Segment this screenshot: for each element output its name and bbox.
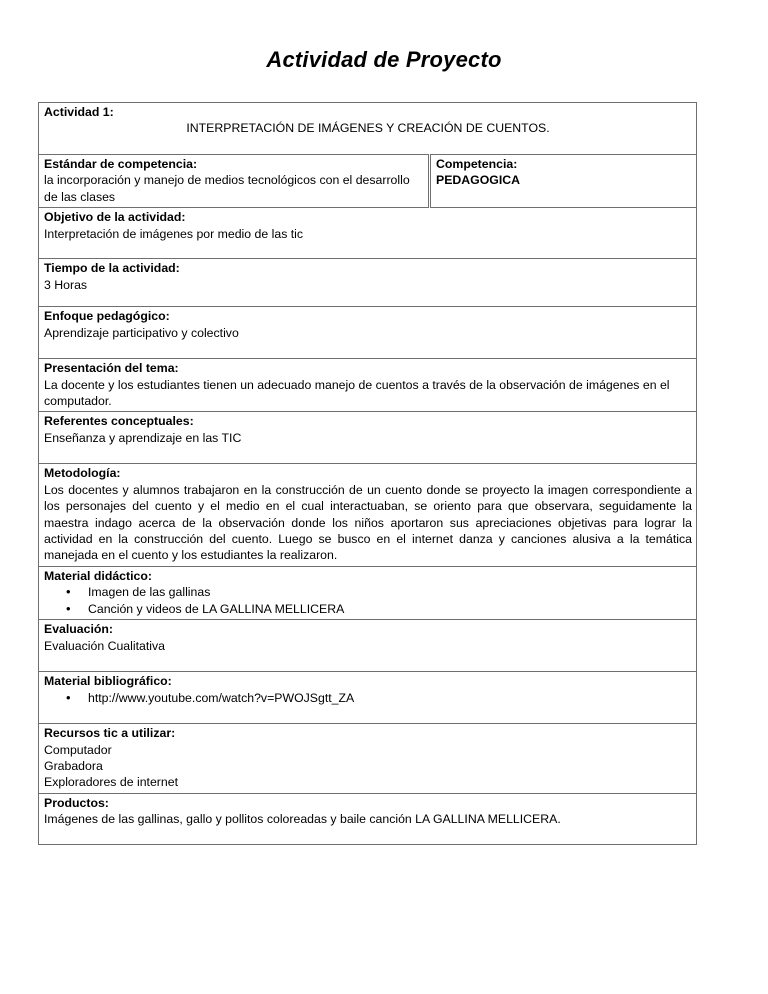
bibliografico-label: Material bibliográfico:	[44, 674, 172, 689]
cell-enfoque	[39, 307, 697, 359]
evaluacion-value: Evaluación Cualitativa	[44, 638, 165, 653]
enfoque-value: Aprendizaje participativo y colectivo	[44, 325, 239, 340]
cell-recursos	[39, 724, 697, 794]
row-recursos	[39, 724, 697, 794]
row-enfoque	[39, 307, 697, 359]
productos-label: Productos:	[44, 795, 109, 810]
referentes-value: Enseñanza y aprendizaje en las TIC	[44, 430, 242, 445]
presentacion-label: Presentación del tema:	[44, 361, 179, 376]
evaluacion-label: Evaluación:	[44, 622, 114, 637]
cell-referentes	[39, 412, 697, 464]
row-objetivo	[39, 208, 697, 259]
cell-competencia	[430, 155, 697, 208]
cell-evaluacion	[39, 620, 697, 672]
row-referentes	[39, 412, 697, 464]
row-evaluacion	[39, 620, 697, 672]
productos-value: Imágenes de las gallinas, gallo y pollitos coloreadas y baile canción LA GALLINA MELLICERA.	[44, 812, 561, 827]
cell-objetivo	[39, 208, 697, 259]
cell-actividad	[39, 103, 697, 155]
row-metodologia	[39, 464, 697, 566]
cell-presentacion	[39, 359, 697, 412]
row-presentacion	[39, 359, 697, 412]
tiempo-value: 3 Horas	[44, 277, 88, 292]
metodologia-label: Metodología:	[44, 466, 121, 481]
actividad-value: INTERPRETACIÓN DE IMÁGENES Y CREACIÓN DE CUENTOS.	[186, 121, 550, 136]
competencia-value: PEDAGOGICA	[436, 173, 521, 188]
recursos-item: Computador	[44, 742, 112, 757]
cell-productos	[39, 793, 697, 844]
objetivo-value: Interpretación de imágenes por medio de las tic	[44, 226, 304, 241]
cell-bibliografico	[39, 672, 697, 724]
recursos-item: Exploradores de internet	[44, 775, 178, 790]
page-title: Actividad de Proyecto	[266, 47, 502, 72]
enfoque-label: Enfoque pedagógico:	[44, 309, 170, 324]
list-item: • Imagen de las gallinas	[88, 584, 692, 600]
cell-tiempo	[39, 259, 697, 307]
list-item: • http://www.youtube.com/watch?v=PWOJSgtt_ZA	[88, 690, 692, 706]
estandar-value: la incorporación y manejo de medios tecnológicos con el desarrollo de las clases	[44, 173, 410, 204]
objetivo-label: Objetivo de la actividad:	[44, 210, 186, 225]
row-estandar	[39, 155, 697, 208]
referentes-label: Referentes conceptuales:	[44, 414, 194, 429]
recursos-item: Grabadora	[44, 758, 103, 773]
estandar-label: Estándar de competencia:	[44, 157, 198, 171]
row-bibliografico	[39, 672, 697, 724]
row-actividad	[39, 103, 697, 155]
metodologia-value: Los docentes y alumnos trabajaron en la construcción de un cuento donde se proyecto la imagen correspondiente a los personajes del cuento y el medio en el cual interactuaban, se oriento para que observara, seguidamente la maestra indago acerca de la observación donde los niños aportaron sus apreciaciones objetivas para lograr la actividad en la construcción del cuento. Luego se busco en el internet danza y canciones alusiva a la temática manejada en el cuento y los estudiantes la realizaron.	[44, 482, 692, 563]
recursos-label: Recursos tic a utilizar:	[44, 726, 176, 741]
cell-estandar	[39, 155, 430, 208]
row-tiempo	[39, 259, 697, 307]
bibliografico-list	[44, 690, 692, 706]
activity-table	[38, 102, 697, 845]
row-productos	[39, 793, 697, 844]
cell-metodologia	[39, 464, 697, 566]
material-didactico-label: Material didáctico:	[44, 568, 152, 583]
cell-material-didactico	[39, 566, 697, 619]
competencia-label: Competencia:	[436, 157, 518, 171]
presentacion-value: La docente y los estudiantes tienen un adecuado manejo de cuentos a través de la observación de imágenes en el computador.	[44, 377, 670, 409]
list-item: • Canción y videos de LA GALLINA MELLICERA	[88, 601, 692, 617]
row-material-didactico	[39, 566, 697, 619]
material-didactico-list	[44, 584, 692, 617]
tiempo-label: Tiempo de la actividad:	[44, 261, 180, 276]
actividad-label: Actividad 1:	[44, 105, 114, 119]
